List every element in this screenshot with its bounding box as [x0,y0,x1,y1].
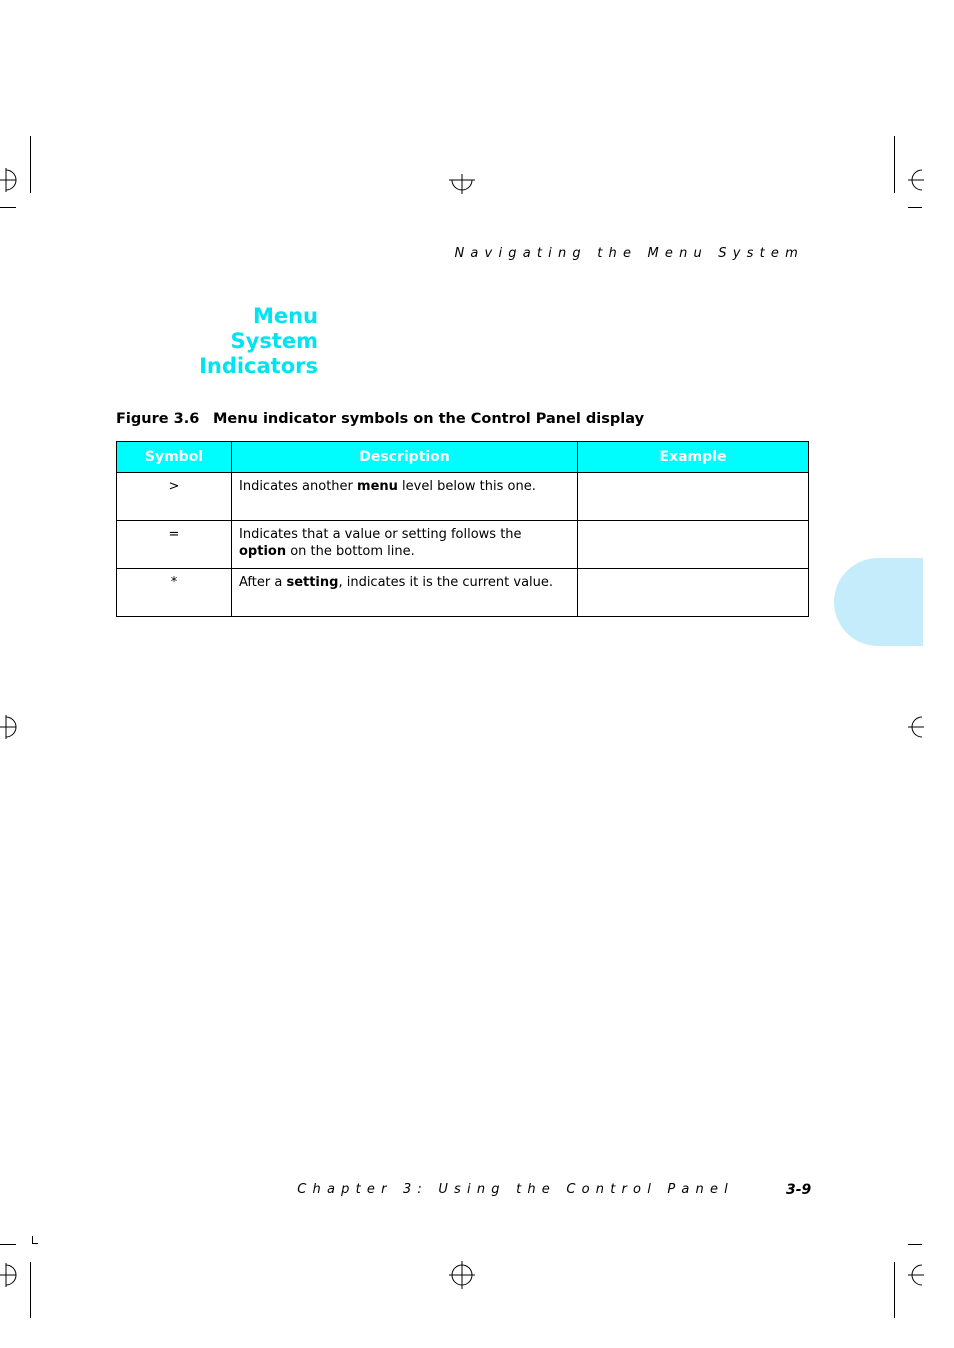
header-description: Description [232,442,578,473]
example-cell [578,569,809,617]
symbol-cell: * [117,569,232,617]
symbol-cell: > [117,473,232,521]
chapter-tab-marker [834,558,923,646]
header-symbol: Symbol [117,442,232,473]
page-number: 3-9 [786,1182,812,1198]
example-cell [578,521,809,569]
section-title-line1: Menu System [230,304,318,353]
running-head: Navigating the Menu System [454,246,804,261]
table-header-row [117,442,809,473]
table-row [117,569,809,617]
example-cell [578,473,809,521]
figure-caption-text: Menu indicator symbols on the Control Panel display [213,411,645,427]
table-row [117,473,809,521]
footer-chapter: Chapter 3: Using the Control Panel [297,1182,734,1197]
symbol-cell: = [117,521,232,569]
figure-caption [116,411,644,427]
figure-number: Figure 3.6 [116,411,200,427]
table-row [117,521,809,569]
description-cell: Indicates another menu level below this one. [232,473,578,521]
description-cell: Indicates that a value or setting follows the option on the bottom line. [232,521,578,569]
indicator-table [116,441,809,617]
section-title-line2: Indicators [199,354,318,378]
section-title [160,304,318,379]
header-example: Example [578,442,809,473]
description-cell: After a setting, indicates it is the current value. [232,569,578,617]
